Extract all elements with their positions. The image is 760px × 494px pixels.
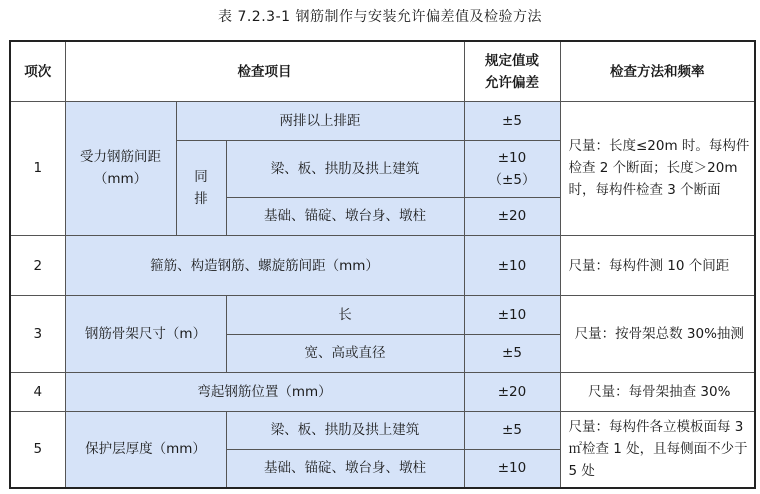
row1-tol-b: ±10 （±5） [464,140,560,198]
row4-tol: ±20 [464,373,560,411]
row5-sub-a: 梁、板、拱肋及拱上建筑 [226,411,464,449]
header-tolerance: 规定值或 允许偏差 [464,41,560,102]
row3-item: 钢筋骨架尺寸（m） [65,296,226,373]
row1-tol-a: ±5 [464,102,560,140]
row5-tol-a: ±5 [464,411,560,449]
table-row [10,296,755,334]
row2-no: 2 [10,235,65,296]
row5-tol-b: ±10 [464,449,560,488]
header-item-no: 项次 [10,41,65,102]
row4-no: 4 [10,373,65,411]
header-method: 检查方法和频率 [560,41,755,102]
row1-tol-c: ±20 [464,198,560,235]
row5-no: 5 [10,411,65,488]
row3-tol-a: ±10 [464,296,560,334]
table-row [10,235,755,296]
row5-method: 尺量：每构件各立模板面每 3 ㎡检查 1 处，且每侧面不少于 5 处 [560,411,755,488]
header-check-item: 检查项目 [65,41,464,102]
row2-item: 箍筋、构造钢筋、螺旋筋间距（mm） [65,235,464,296]
table-row [10,102,755,140]
header-row [10,41,755,102]
row2-tol: ±10 [464,235,560,296]
table-caption: 表 7.2.3-1 钢筋制作与安装允许偏差值及检验方法 [218,9,542,25]
row1-method: 尺量：长度≤20m 时。每构件检查 2 个断面；长度＞20m 时，每构件检查 3 个断面 [560,102,755,235]
row3-method: 尺量：按骨架总数 30%抽测 [560,296,755,373]
row4-method: 尺量：每骨架抽查 30% [560,373,755,411]
row3-no: 3 [10,296,65,373]
row1-sub-c: 基础、锚碇、墩台身、墩柱 [226,198,464,235]
table-row [10,411,755,449]
row1-group: 同排 [176,140,226,235]
table-row [10,373,755,411]
row4-item: 弯起钢筋位置（mm） [65,373,464,411]
row1-sub-a: 两排以上排距 [176,102,464,140]
row3-tol-b: ±5 [464,334,560,372]
row1-no: 1 [10,102,65,235]
row3-sub-b: 宽、高或直径 [226,334,464,372]
row5-item: 保护层厚度（mm） [65,411,226,488]
row1-sub-b: 梁、板、拱肋及拱上建筑 [226,140,464,198]
tolerance-table [9,40,756,489]
row2-method: 尺量：每构件测 10 个间距 [560,235,755,296]
row1-item: 受力钢筋间距（mm） [65,102,176,235]
row5-sub-b: 基础、锚碇、墩台身、墩柱 [226,449,464,488]
row3-sub-a: 长 [226,296,464,334]
